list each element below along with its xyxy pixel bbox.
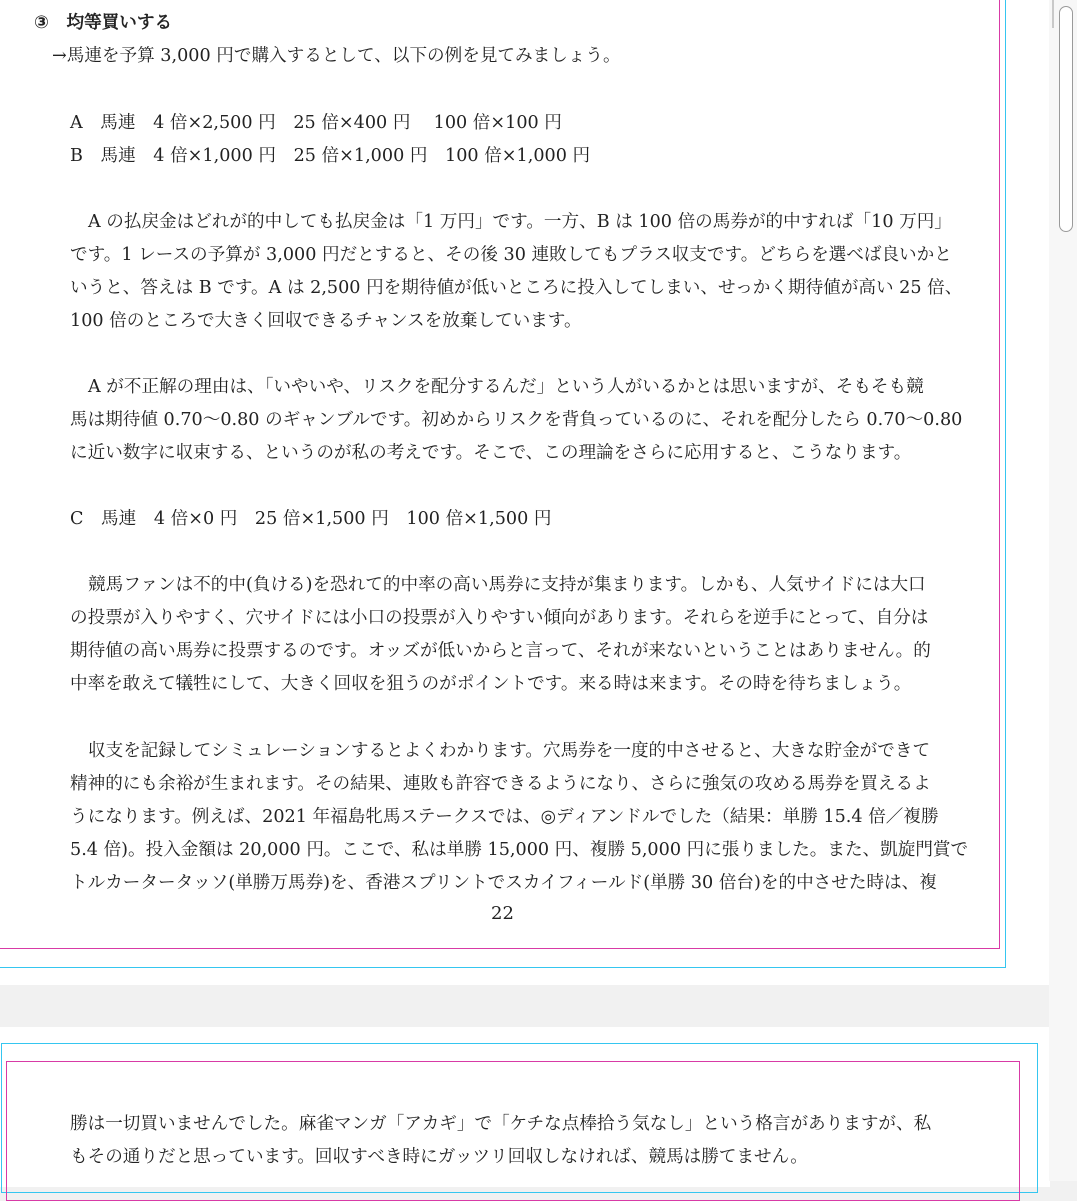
paragraph-line: 期待値の高い馬券に投票するのです。オッズが低いからと言って、それが来ないということはありません。的 (70, 641, 931, 661)
vertical-scrollbar[interactable] (1049, 0, 1077, 1181)
paragraph-line: 中率を敢えて犠牲にして、大きく回収を狙うのがポイントです。来る時は来ます。その時を待ちましょう。 (70, 674, 912, 694)
example-c: C 馬連 4 倍×0 円 25 倍×1,500 円 100 倍×1,500 円 (70, 509, 552, 529)
paragraph-line: 収支を記録してシミュレーションするとよくわかります。穴馬券を一度的中させると、大きな貯金ができて (88, 741, 931, 761)
paragraph-line: に近い数字に収束する、というのが私の考えです。そこで、この理論をさらに応用すると、こうなります。 (70, 443, 912, 463)
paragraph-line: の投票が入りやすく、穴サイドには小口の投票が入りやすい傾向があります。それらを逆手にとって、自分は (70, 608, 929, 628)
intro-line: →馬連を予算 3,000 円で購入するとして、以下の例を見てみましょう。 (52, 46, 621, 66)
paragraph-line: 精神的にも余裕が生まれます。その結果、連敗も許容できるようになり、さらに強気の攻める馬券を買えるよ (70, 774, 931, 794)
paragraph-line: トルカータータッソ(単勝万馬券)を、香港スプリントでスカイフィールド(単勝 30 倍台)を的中させた時は、複 (70, 873, 937, 893)
paragraph-line: 勝は一切買いませんでした。麻雀マンガ「アカギ」で「ケチな点棒拾う気なし」という格言がありますが、私 (70, 1114, 932, 1134)
section-heading: ③ 均等買いする (34, 13, 173, 33)
paragraph-line: 5.4 倍)。投入金額は 20,000 円。ここで、私は単勝 15,000 円、複勝 5,000 円に張りました。また、凱旋門賞で (70, 840, 969, 860)
document-page-23 (0, 1027, 1050, 1187)
example-b: B 馬連 4 倍×1,000 円 25 倍×1,000 円 100 倍×1,000 円 (70, 146, 591, 166)
paragraph-line: です。1 レースの予算が 3,000 円だとすると、その後 30 連敗してもプラス収支です。どちらを選べば良いかと (70, 245, 952, 265)
paragraph-line: A が不正解の理由は、「いやいや、リスクを配分するんだ」という人がいるかとは思いますが、そもそも競 (88, 377, 924, 397)
scrollbar-thumb[interactable] (1059, 6, 1073, 232)
paragraph-line: うになります。例えば、2021 年福島牝馬ステークスでは、◎ディアンドルでした（結果：単勝 15.4 倍／複勝 (70, 807, 939, 827)
paragraph-line: もその通りだと思っています。回収すべき時にガッツリ回収しなければ、競馬は勝てません。 (70, 1147, 808, 1167)
paragraph-line: 馬は期待値 0.70～0.80 のギャンブルです。初めからリスクを背負っているのに、それを配分したら 0.70～0.80 (70, 410, 963, 430)
paragraph-line: 100 倍のところで大きく回収できるチャンスを放棄しています。 (70, 311, 582, 331)
scroll-position-marker (1052, 0, 1054, 28)
example-a: A 馬連 4 倍×2,500 円 25 倍×400 円 100 倍×100 円 (70, 113, 562, 133)
page-number: 22 (491, 903, 514, 924)
paragraph-line: いうと、答えは B です。A は 2,500 円を期待値が低いところに投入してしまい、せっかく期待値が高い 25 倍、 (70, 278, 963, 298)
paragraph-line: A の払戻金はどれが的中しても払戻金は「1 万円」です。一方、B は 100 倍の馬券が的中すれば「10 万円」 (88, 212, 952, 232)
paragraph-line: 競馬ファンは不的中(負ける)を恐れて的中率の高い馬券に支持が集まります。しかも、人気サイドには大口 (88, 575, 926, 595)
